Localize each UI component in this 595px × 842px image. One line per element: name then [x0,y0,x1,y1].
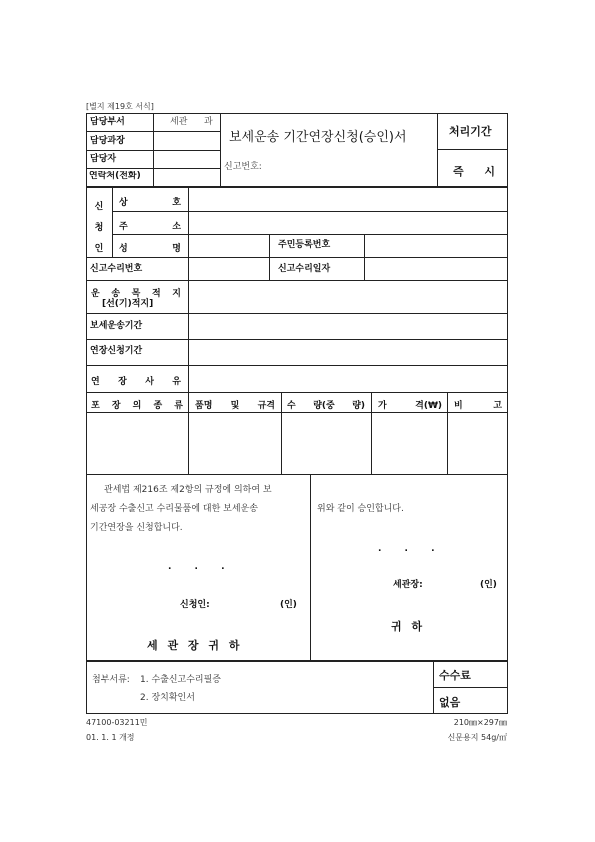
goods-header-quantity: 수 량(중 량) [287,401,365,411]
dept-suffix: 과 [204,117,213,127]
dept-label: 담당부서 [90,117,125,127]
fee-value: 없음 [439,696,461,709]
goods-header-price: 가 격(₩) [378,401,442,411]
report-no-field[interactable] [270,158,430,176]
goods-cell-package[interactable] [88,414,187,473]
customs-official-label: 세관장: [393,580,423,590]
accept-no-field[interactable] [190,259,268,279]
accept-date-field[interactable] [366,259,506,279]
extension-period-field[interactable] [190,341,506,363]
applicant-seal: (인) [280,600,297,610]
destination-sublabel: [선(기)적지] [102,299,154,309]
staff-label: 담당자 [90,154,117,164]
accept-date-label: 신고수리일자 [278,264,331,274]
resident-no-field[interactable] [366,236,506,256]
declaration-recipient: 세 관 장 귀 하 [147,639,243,652]
goods-cell-quantity[interactable] [283,414,370,473]
name-label: 성 명 [119,244,181,254]
form-number: 47100-03211민 [86,718,148,727]
processing-period-value: 즉 시 [453,165,495,178]
accept-no-label: 신고수리번호 [90,264,143,274]
paper-size: 210㎜×297㎜ [453,718,507,727]
declaration-line-2: 세공장 수출신고 수리물품에 대한 보세운송 [90,504,258,514]
bonded-period-field[interactable] [190,315,506,337]
goods-cell-price[interactable] [373,414,446,473]
declaration-date[interactable]: . . . [168,562,235,572]
address-field[interactable] [190,213,506,233]
name-field[interactable] [190,236,268,256]
document-title: 보세운송 기간연장신청(승인)서 [229,130,407,145]
contact-field[interactable] [155,170,218,186]
declaration-line-1: 관세법 제216조 제2항의 규정에 의하여 보 [104,485,272,495]
goods-header-remarks: 비 고 [454,401,502,411]
form-label: [별지 제19호 서식] [86,102,154,111]
approval-recipient: 귀 하 [391,620,426,633]
goods-header-package: 포 장 의 종 류 [91,401,183,411]
attachment-item-2: 2. 장치확인서 [140,693,195,703]
company-field[interactable] [190,189,506,210]
contact-label: 연락처(전화) [89,171,141,181]
applicant-group-label: 신 청 인 [94,202,104,254]
staff-field[interactable] [155,152,218,167]
attachment-item-1: 1. 수출신고수리필증 [140,675,222,685]
processing-period-label: 처리기간 [449,125,492,138]
extension-period-label: 연장신청기간 [90,346,143,356]
extension-reason-label: 연 장 사 유 [91,377,181,387]
approval-date[interactable]: . . . [378,544,445,554]
manager-field[interactable] [155,133,218,149]
customs-official-field[interactable] [428,576,480,592]
resident-no-label: 주민등록번호 [278,240,331,250]
extension-reason-field[interactable] [190,367,506,391]
paper-type: 신문용지 54g/㎡ [447,733,507,742]
company-label: 상 호 [119,198,181,208]
applicant-signature-label: 신청인: [180,600,210,610]
goods-cell-remarks[interactable] [449,414,507,473]
address-label: 주 소 [119,222,181,232]
applicant-signature-field[interactable] [216,596,278,612]
declaration-line-3: 기간연장을 신청합니다. [90,523,183,533]
approval-text: 위와 같이 승인합니다. [317,504,404,514]
goods-cell-item[interactable] [190,414,280,473]
report-no-label: 신고번호: [224,162,262,172]
fee-label: 수수료 [439,669,471,682]
manager-label: 담당과장 [90,136,125,146]
destination-label: 운 송 목 적 지 [91,289,181,299]
revision-date: 01. 1. 1 개정 [86,733,135,742]
destination-field[interactable] [190,282,506,311]
dept-value[interactable]: 세관 [170,117,188,127]
goods-header-item: 품명 및 규격 [195,401,275,411]
customs-official-seal: (인) [480,580,497,590]
bonded-period-label: 보세운송기간 [90,321,143,331]
attachments-label: 첨부서류: [92,675,130,685]
